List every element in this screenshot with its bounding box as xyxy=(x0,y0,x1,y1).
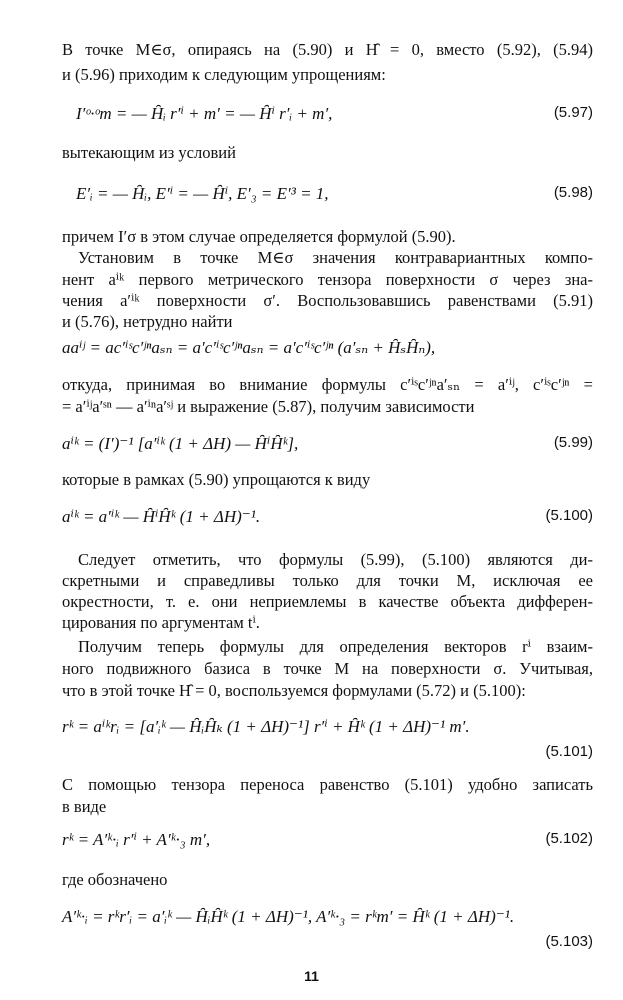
text-line: скретными и справедливы только для точки M, исключая ее xyxy=(62,571,593,590)
equation-formula: rᵏ = aⁱᵏrᵢ = [a′ᵢᵏ — H̑ᵢH̑ₖ (1 + ΔH)⁻¹] r′ⁱ + H̑ᵏ (1 + ΔH)⁻¹ m′. xyxy=(62,717,470,736)
text-line: что в этой точке H̑ = 0, воспользуемся формулами (5.72) и (5.100): xyxy=(62,681,526,700)
equation-5-99 xyxy=(62,434,593,462)
equation-number: (5.102) xyxy=(545,830,593,847)
text-line: Установим в точке M∈σ значения контравариантных компо- xyxy=(78,248,593,267)
text-line: вытекающим из условий xyxy=(62,143,236,162)
equation-formula: aⁱᵏ = a′ⁱᵏ — H̑ⁱH̑ᵏ (1 + ΔH)⁻¹. xyxy=(62,507,261,526)
equation-5-102 xyxy=(62,830,593,858)
text-line: причем I′σ в этом случае определяется формулой (5.90). xyxy=(62,227,456,246)
text-line: нент aⁱᵏ первого метрического тензора поверхности σ через зна- xyxy=(62,270,593,289)
equation-formula: aⁱᵏ = (I′)⁻¹ [a′ⁱᵏ (1 + ΔH) — H̑ⁱH̑ᵏ], xyxy=(62,434,299,453)
text-line: Следует отметить, что формулы (5.99), (5.100) являются ди- xyxy=(78,550,593,569)
equation-number: (5.98) xyxy=(553,184,593,201)
equation-5-101 xyxy=(62,717,593,760)
text-line: С помощью тензора переноса равенство (5.101) удобно записать xyxy=(62,775,593,794)
text-line: цирования по аргументам tⁱ. xyxy=(62,613,260,632)
text-line: Получим теперь формулы для определения векторов rⁱ взаим- xyxy=(78,637,593,656)
equation-formula: A′ᵏ·ᵢ = rᵏr′ᵢ = a′ᵢᵏ — H̑ᵢH̑ᵏ (1 + ΔH)⁻¹, A′ᵏ·₃ = rᵏm′ = H̑ᵏ (1 + ΔH)⁻¹. xyxy=(62,907,515,926)
equation-number: (5.97) xyxy=(553,104,593,121)
text-line: и (5.76), нетрудно найти xyxy=(62,312,233,331)
text-line: где обозначено xyxy=(62,870,168,889)
equation-number: (5.103) xyxy=(545,933,593,950)
equation-number: (5.100) xyxy=(545,507,593,524)
equation-5-97 xyxy=(62,104,593,132)
equation-5-103 xyxy=(62,907,593,950)
text-line: В точке M∈σ, опираясь на (5.90) и H̑ = 0, вместо (5.92), (5.94) xyxy=(62,40,593,59)
text-line: откуда, принимая во внимание формулы c′ⁱˢc′ʲⁿa′ₛₙ = a′ⁱʲ, c′ⁱˢc′ʲⁿ = xyxy=(62,375,593,394)
equation-formula: aaⁱʲ = ac′ⁱˢc′ʲⁿaₛₙ = a′c′ⁱˢc′ʲⁿaₛₙ = a′c′ⁱˢc′ʲⁿ (a′ₛₙ + H̑ₛH̑ₙ), xyxy=(62,338,436,357)
text-line: окрестности, т. е. они неприемлемы в качестве объекта дифферен- xyxy=(62,592,593,611)
text-line: чения a′ⁱᵏ поверхности σ′. Воспользовавшись равенствами (5.91) xyxy=(62,291,593,310)
text-line: = a′ⁱʲa′ˢⁿ — a′ⁱⁿa′ˢʲ и выражение (5.87), получим зависимости xyxy=(62,397,475,416)
equation-5-98 xyxy=(62,184,593,212)
equation-formula: E′ᵢ = — H̑ᵢ, E′ⁱ = — H̑ⁱ, E′₃ = E′³ = 1, xyxy=(76,184,329,203)
text-line: которые в рамках (5.90) упрощаются к виду xyxy=(62,470,371,489)
equation-formula: I′ᵒ·ᵒm = — H̑ᵢ r′ⁱ + m′ = — H̑ⁱ r′ᵢ + m′, xyxy=(76,104,333,123)
text-line: ного подвижного базиса в точке M на поверхности σ. Учитывая, xyxy=(62,659,593,678)
equation-number: (5.99) xyxy=(553,434,593,451)
equation-formula: rᵏ = A′ᵏ·ᵢ r′ⁱ + A′ᵏ·₃ m′, xyxy=(62,830,211,849)
equation-number: (5.101) xyxy=(545,743,593,760)
equation-5-100 xyxy=(62,507,593,535)
page-number: 11 xyxy=(304,968,319,984)
text-line: и (5.96) приходим к следующим упрощениям: xyxy=(62,65,386,84)
text-line: в виде xyxy=(62,797,107,816)
equation-unnumbered xyxy=(62,338,593,366)
